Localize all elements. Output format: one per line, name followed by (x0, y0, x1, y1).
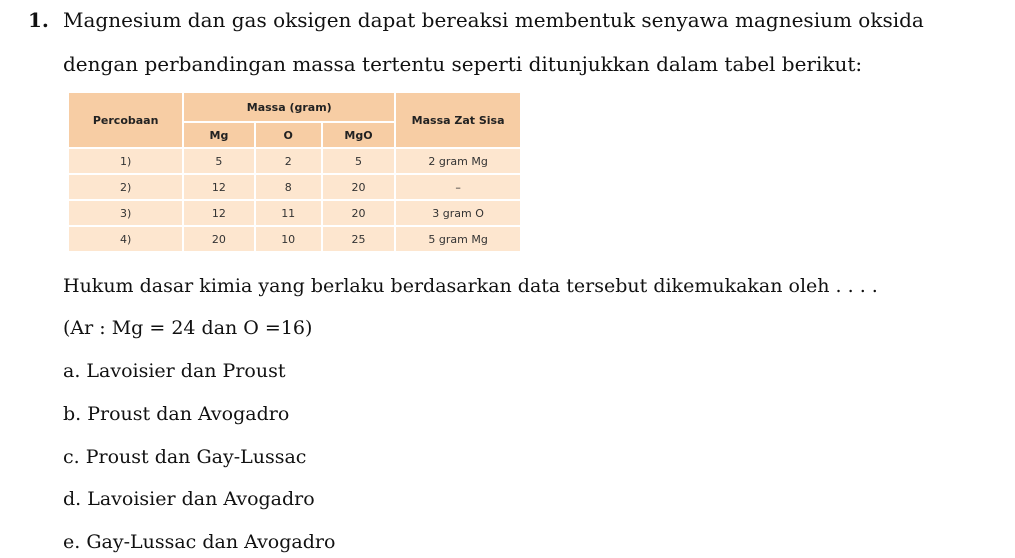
cell-o: 8 (255, 174, 322, 200)
cell-percobaan: 4) (68, 226, 183, 252)
table-row (68, 226, 521, 252)
header-massa-zat-sisa: Massa Zat Sisa (395, 92, 521, 148)
cell-o: 2 (255, 148, 322, 174)
option-d[interactable]: d. Lavoisier dan Avogadro (63, 488, 315, 510)
header-mgo: MgO (322, 122, 395, 148)
cell-percobaan: 3) (68, 200, 183, 226)
option-c[interactable]: c. Proust dan Gay-Lussac (63, 446, 307, 468)
cell-mgo: 20 (322, 200, 395, 226)
cell-sisa: 5 gram Mg (395, 226, 521, 252)
cell-sisa: – (395, 174, 521, 200)
cell-percobaan: 2) (68, 174, 183, 200)
header-percobaan: Percobaan (68, 92, 183, 148)
question-prompt: Hukum dasar kimia yang berlaku berdasarkan data tersebut dikemukakan oleh . . . . (63, 275, 878, 297)
header-o: O (255, 122, 322, 148)
table-row (68, 200, 521, 226)
cell-o: 11 (255, 200, 322, 226)
table-row (68, 174, 521, 200)
cell-percobaan: 1) (68, 148, 183, 174)
cell-o: 10 (255, 226, 322, 252)
cell-mgo: 5 (322, 148, 395, 174)
cell-mg: 12 (183, 200, 254, 226)
header-mg: Mg (183, 122, 254, 148)
header-massa: Massa (gram) (183, 92, 395, 122)
question-note: (Ar : Mg = 24 dan O =16) (63, 317, 313, 339)
cell-sisa: 3 gram O (395, 200, 521, 226)
cell-mgo: 20 (322, 174, 395, 200)
data-table-container (67, 91, 522, 250)
question-text-line-1: Magnesium dan gas oksigen dapat bereaksi membentuk senyawa magnesium oksida (63, 8, 924, 32)
cell-mg: 20 (183, 226, 254, 252)
data-table (67, 91, 522, 253)
cell-mg: 12 (183, 174, 254, 200)
cell-mg: 5 (183, 148, 254, 174)
question-number: 1. (28, 8, 49, 32)
table-row (68, 148, 521, 174)
cell-sisa: 2 gram Mg (395, 148, 521, 174)
option-b[interactable]: b. Proust dan Avogadro (63, 403, 290, 425)
option-e[interactable]: e. Gay-Lussac dan Avogadro (63, 531, 336, 553)
question-text-line-2: dengan perbandingan massa tertentu seperti ditunjukkan dalam tabel berikut: (63, 52, 863, 76)
cell-mgo: 25 (322, 226, 395, 252)
option-a[interactable]: a. Lavoisier dan Proust (63, 360, 286, 382)
